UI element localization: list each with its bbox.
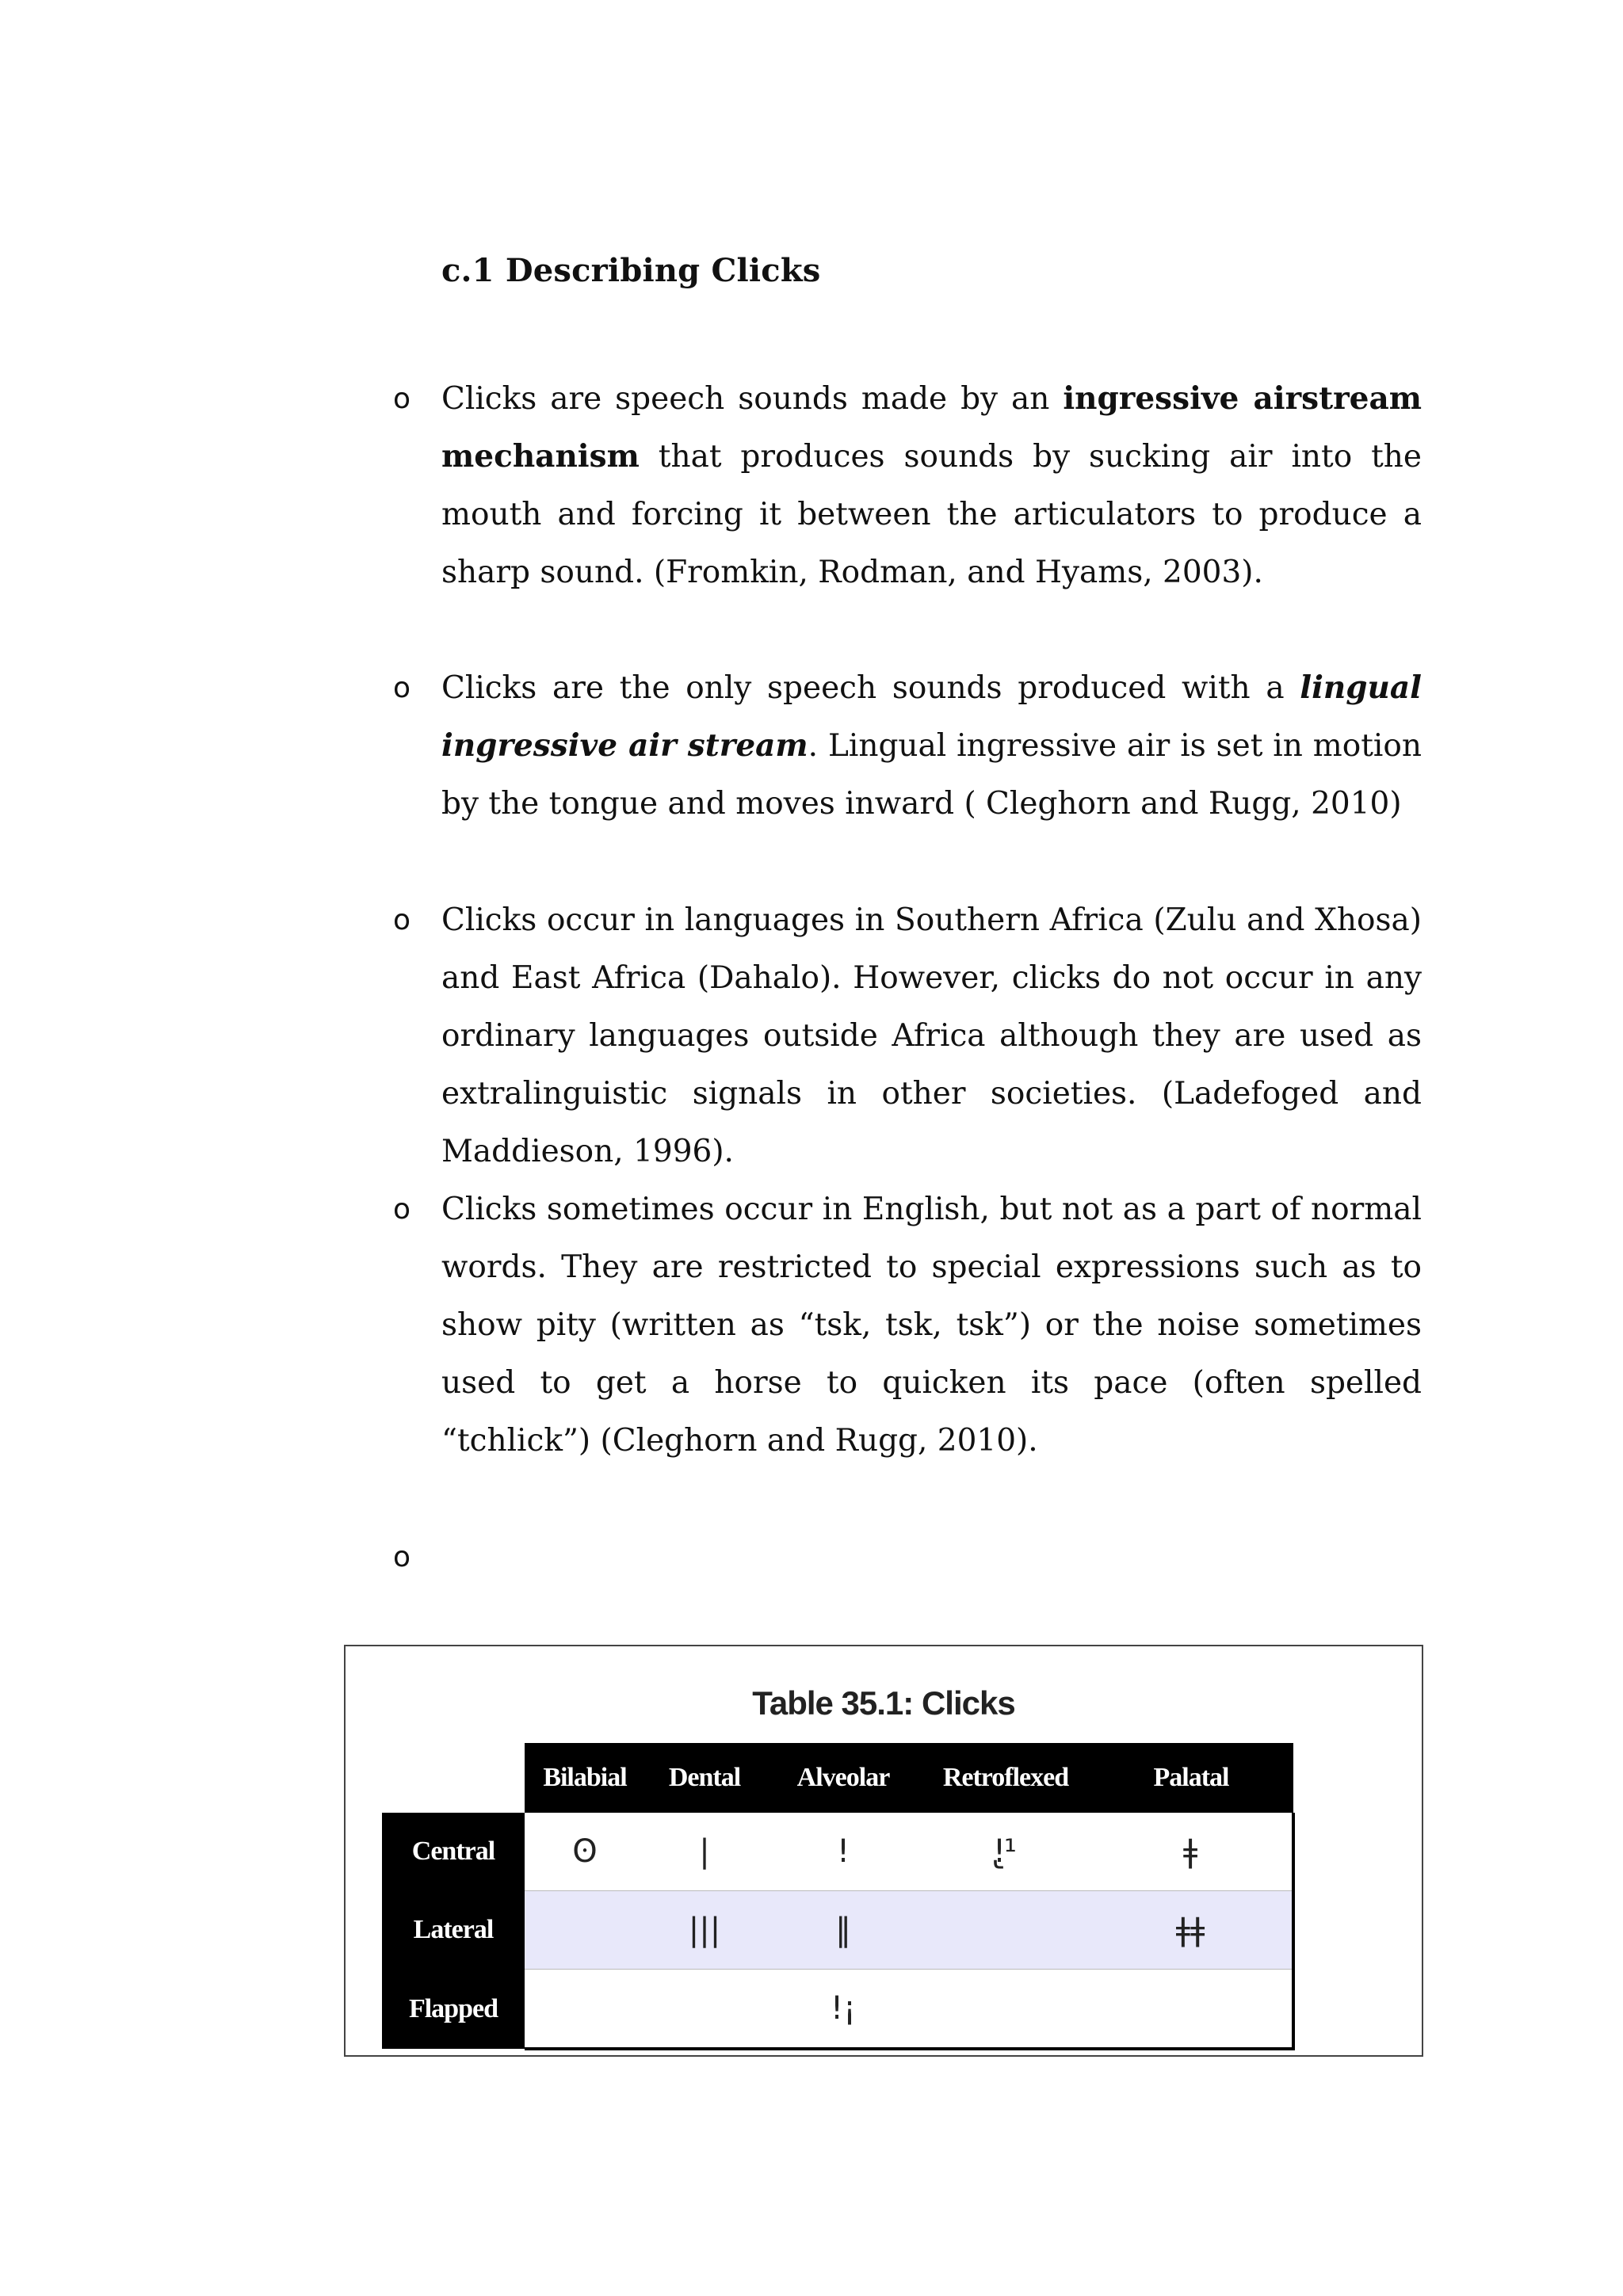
section-heading: c.1 Describing Clicks: [441, 252, 821, 289]
bullet-item-3: [393, 891, 1422, 1180]
bullet-marker: o: [393, 1541, 411, 1573]
table-corner: [382, 1743, 525, 1813]
bullet-text: Clicks occur in languages in Southern Africa (Zulu and Xhosa) and East Africa (Dahalo). However, clicks do not occur in any ordinary languages outside Africa although they are used as extralinguistic signals in other societies. (Ladefoged and Maddieson, 1996).: [441, 902, 1422, 1169]
bullet-marker: o: [393, 904, 411, 936]
bullet-item-4: [393, 1180, 1422, 1470]
table-cell: ǃ̢¹: [922, 1813, 1089, 1891]
row-header: Lateral: [382, 1891, 525, 1970]
table-header-row: [382, 1743, 1293, 1813]
bullet-item-1: [393, 370, 1422, 601]
table-cell: [525, 1891, 645, 1970]
table-cell: [1089, 1970, 1293, 2050]
table-cell: ǂ: [1089, 1813, 1293, 1891]
bullet-marker: o: [393, 383, 411, 415]
column-header: Palatal: [1089, 1743, 1293, 1813]
bullet-text: Clicks are speech sounds made by an ingressive airstream mechanism that produces sounds by sucking air into the mouth and forcing it between the articulators to produce a sharp sound. (Fromkin, Rodman, and Hyams, 2003).: [441, 380, 1422, 590]
bullet-text: Clicks sometimes occur in English, but not as a part of normal words. They are restricted to special expressions such as to show pity (written as “tsk, tsk, tsk”) or the noise sometimes used to get a horse to quicken its pace (often spelled “tchlick”) (Cleghorn and Rugg, 2010).: [441, 1192, 1422, 1459]
bullet-marker: o: [393, 672, 411, 704]
bullet-marker: o: [393, 1193, 411, 1226]
table-cell: !¡: [764, 1970, 922, 2050]
table-cell: |||: [645, 1891, 764, 1970]
figure-title: Table 35.1: Clicks: [752, 1684, 1015, 1722]
column-header: Bilabial: [525, 1743, 645, 1813]
table-row: [382, 1970, 1293, 2050]
table-cell: !: [764, 1813, 922, 1891]
table-cell: ‖: [764, 1891, 922, 1970]
row-header: Central: [382, 1813, 525, 1891]
row-header: Flapped: [382, 1970, 525, 2050]
table-cell: |: [645, 1813, 764, 1891]
column-header: Dental: [645, 1743, 764, 1813]
clicks-table: [382, 1743, 1295, 2050]
table-row: [382, 1813, 1293, 1891]
bullet-item-2: [393, 659, 1422, 833]
clicks-table-figure: [344, 1645, 1423, 2057]
table-row: [382, 1891, 1293, 1970]
bullet-text: Clicks are the only speech sounds produced with a lingual ingressive air stream. Lingual ingressive air is set in motion by the tongue and moves inward ( Cleghorn and Rugg, 2010): [441, 669, 1422, 822]
table-cell: [922, 1891, 1089, 1970]
table-cell: [645, 1970, 764, 2050]
table-cell: [922, 1970, 1089, 2050]
table-cell: ʘ: [525, 1813, 645, 1891]
table-cell: [525, 1970, 645, 2050]
table-cell: ǂǂ: [1089, 1891, 1293, 1970]
column-header: Alveolar: [764, 1743, 922, 1813]
column-header: Retroflexed: [922, 1743, 1089, 1813]
